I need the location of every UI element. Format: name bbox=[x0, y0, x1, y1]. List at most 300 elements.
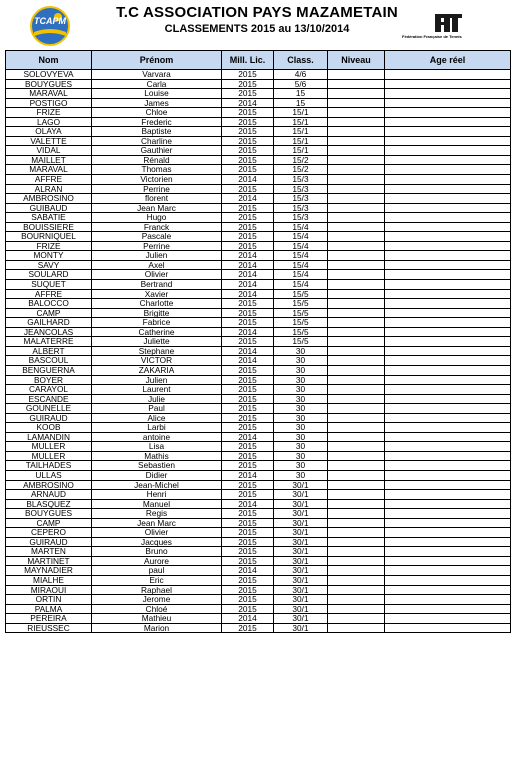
table-row bbox=[6, 98, 511, 108]
cell-classement: 15/3 bbox=[274, 194, 328, 204]
rankings-table bbox=[5, 50, 511, 633]
table-row bbox=[6, 327, 511, 337]
cell-classement: 30 bbox=[274, 404, 328, 414]
cell-prenom: Juliette bbox=[92, 337, 222, 347]
cell-millesime: 2015 bbox=[222, 442, 274, 452]
page-header bbox=[0, 0, 514, 52]
cell-age-reel bbox=[385, 337, 511, 347]
cell-niveau bbox=[328, 299, 385, 309]
cell-prenom: Louise bbox=[92, 89, 222, 99]
cell-age-reel bbox=[385, 547, 511, 557]
cell-nom: CAMP bbox=[6, 518, 92, 528]
cell-age-reel bbox=[385, 537, 511, 547]
cell-age-reel bbox=[385, 318, 511, 328]
cell-age-reel bbox=[385, 175, 511, 185]
cell-niveau bbox=[328, 79, 385, 89]
cell-nom: AFFRE bbox=[6, 289, 92, 299]
table-row bbox=[6, 299, 511, 309]
cell-prenom: Eric bbox=[92, 575, 222, 585]
cell-classement: 15/4 bbox=[274, 251, 328, 261]
cell-prenom: Catherine bbox=[92, 327, 222, 337]
cell-nom: GUIBAUD bbox=[6, 203, 92, 213]
cell-prenom: Xavier bbox=[92, 289, 222, 299]
fft-logo-text: Fédération Française de Tennis bbox=[402, 34, 462, 39]
cell-nom: CARAYOL bbox=[6, 385, 92, 395]
cell-nom: FRIZE bbox=[6, 108, 92, 118]
cell-age-reel bbox=[385, 461, 511, 471]
cell-millesime: 2014 bbox=[222, 289, 274, 299]
cell-millesime: 2015 bbox=[222, 480, 274, 490]
cell-classement: 15/1 bbox=[274, 108, 328, 118]
cell-prenom: Aurore bbox=[92, 556, 222, 566]
cell-millesime: 2015 bbox=[222, 213, 274, 223]
cell-millesime: 2015 bbox=[222, 89, 274, 99]
cell-prenom: paul bbox=[92, 566, 222, 576]
cell-niveau bbox=[328, 289, 385, 299]
cell-nom: GUIRAUD bbox=[6, 537, 92, 547]
table-row bbox=[6, 461, 511, 471]
cell-niveau bbox=[328, 241, 385, 251]
cell-niveau bbox=[328, 547, 385, 557]
cell-millesime: 2014 bbox=[222, 499, 274, 509]
cell-prenom: Jacques bbox=[92, 537, 222, 547]
cell-millesime: 2015 bbox=[222, 136, 274, 146]
cell-classement: 30/1 bbox=[274, 575, 328, 585]
cell-niveau bbox=[328, 595, 385, 605]
table-row bbox=[6, 241, 511, 251]
cell-nom: BASCOUL bbox=[6, 356, 92, 366]
cell-millesime: 2015 bbox=[222, 146, 274, 156]
cell-classement: 15 bbox=[274, 89, 328, 99]
cell-nom: SUQUET bbox=[6, 280, 92, 290]
cell-age-reel bbox=[385, 117, 511, 127]
cell-classement: 30 bbox=[274, 461, 328, 471]
cell-age-reel bbox=[385, 490, 511, 500]
cell-age-reel bbox=[385, 385, 511, 395]
table-row bbox=[6, 509, 511, 519]
cell-prenom: Paul bbox=[92, 404, 222, 414]
table-row bbox=[6, 575, 511, 585]
cell-age-reel bbox=[385, 585, 511, 595]
cell-nom: MARAVAL bbox=[6, 165, 92, 175]
cell-millesime: 2015 bbox=[222, 365, 274, 375]
page-subtitle: CLASSEMENTS 2015 au 13/10/2014 bbox=[164, 23, 350, 35]
cell-niveau bbox=[328, 222, 385, 232]
cell-nom: CEPERO bbox=[6, 528, 92, 538]
cell-prenom: Regis bbox=[92, 509, 222, 519]
cell-millesime: 2014 bbox=[222, 98, 274, 108]
cell-prenom: Marion bbox=[92, 623, 222, 633]
cell-niveau bbox=[328, 98, 385, 108]
cell-niveau bbox=[328, 327, 385, 337]
cell-classement: 30/1 bbox=[274, 528, 328, 538]
cell-classement: 15/3 bbox=[274, 203, 328, 213]
cell-nom: MARAVAL bbox=[6, 89, 92, 99]
cell-classement: 15/5 bbox=[274, 318, 328, 328]
cell-millesime: 2015 bbox=[222, 394, 274, 404]
cell-classement: 15/5 bbox=[274, 299, 328, 309]
cell-niveau bbox=[328, 604, 385, 614]
cell-niveau bbox=[328, 518, 385, 528]
cell-prenom: Varvara bbox=[92, 70, 222, 80]
cell-millesime: 2015 bbox=[222, 108, 274, 118]
cell-prenom: Chloe bbox=[92, 108, 222, 118]
cell-millesime: 2015 bbox=[222, 375, 274, 385]
cell-age-reel bbox=[385, 108, 511, 118]
cell-classement: 15/5 bbox=[274, 308, 328, 318]
cell-prenom: Julien bbox=[92, 251, 222, 261]
cell-classement: 30 bbox=[274, 365, 328, 375]
cell-millesime: 2015 bbox=[222, 299, 274, 309]
cell-classement: 30/1 bbox=[274, 623, 328, 633]
table-row bbox=[6, 604, 511, 614]
cell-prenom: Didier bbox=[92, 470, 222, 480]
cell-nom: PALMA bbox=[6, 604, 92, 614]
cell-nom: ALRAN bbox=[6, 184, 92, 194]
cell-niveau bbox=[328, 499, 385, 509]
cell-millesime: 2014 bbox=[222, 566, 274, 576]
cell-prenom: Axel bbox=[92, 260, 222, 270]
column-header: Class. bbox=[274, 51, 328, 70]
cell-nom: ESCANDE bbox=[6, 394, 92, 404]
cell-nom: MAYNADIER bbox=[6, 566, 92, 576]
table-row bbox=[6, 165, 511, 175]
cell-prenom: Jean-Michel bbox=[92, 480, 222, 490]
cell-niveau bbox=[328, 146, 385, 156]
cell-niveau bbox=[328, 270, 385, 280]
cell-prenom: VICTOR bbox=[92, 356, 222, 366]
cell-prenom: Perrine bbox=[92, 184, 222, 194]
cell-prenom: Manuel bbox=[92, 499, 222, 509]
cell-nom: GOUNELLE bbox=[6, 404, 92, 414]
cell-prenom: Alice bbox=[92, 413, 222, 423]
cell-classement: 15/4 bbox=[274, 270, 328, 280]
cell-niveau bbox=[328, 155, 385, 165]
cell-niveau bbox=[328, 213, 385, 223]
cell-age-reel bbox=[385, 98, 511, 108]
cell-age-reel bbox=[385, 614, 511, 624]
cell-classement: 15/5 bbox=[274, 289, 328, 299]
cell-nom: MIRAOUI bbox=[6, 585, 92, 595]
cell-nom: MULLER bbox=[6, 451, 92, 461]
cell-millesime: 2015 bbox=[222, 337, 274, 347]
table-row bbox=[6, 194, 511, 204]
cell-niveau bbox=[328, 337, 385, 347]
cell-nom: MIALHE bbox=[6, 575, 92, 585]
table-row bbox=[6, 356, 511, 366]
cell-classement: 30 bbox=[274, 442, 328, 452]
table-row bbox=[6, 136, 511, 146]
cell-age-reel bbox=[385, 423, 511, 433]
cell-niveau bbox=[328, 318, 385, 328]
table-row bbox=[6, 490, 511, 500]
cell-prenom: Fabrice bbox=[92, 318, 222, 328]
cell-classement: 15/1 bbox=[274, 136, 328, 146]
cell-classement: 15/2 bbox=[274, 165, 328, 175]
cell-millesime: 2015 bbox=[222, 604, 274, 614]
page-title: T.C ASSOCIATION PAYS MAZAMETAIN bbox=[116, 4, 398, 21]
cell-age-reel bbox=[385, 556, 511, 566]
column-header: Nom bbox=[6, 51, 92, 70]
cell-nom: BOUYGUES bbox=[6, 509, 92, 519]
cell-classement: 30 bbox=[274, 346, 328, 356]
cell-age-reel bbox=[385, 155, 511, 165]
table-row bbox=[6, 108, 511, 118]
cell-age-reel bbox=[385, 623, 511, 633]
table-row bbox=[6, 528, 511, 538]
cell-niveau bbox=[328, 385, 385, 395]
table-row bbox=[6, 442, 511, 452]
cell-millesime: 2015 bbox=[222, 413, 274, 423]
cell-niveau bbox=[328, 394, 385, 404]
cell-age-reel bbox=[385, 528, 511, 538]
cell-nom: VALETTE bbox=[6, 136, 92, 146]
cell-niveau bbox=[328, 556, 385, 566]
cell-prenom: Chloé bbox=[92, 604, 222, 614]
cell-prenom: Frederic bbox=[92, 117, 222, 127]
cell-niveau bbox=[328, 356, 385, 366]
table-row bbox=[6, 270, 511, 280]
cell-niveau bbox=[328, 346, 385, 356]
cell-prenom: Mathis bbox=[92, 451, 222, 461]
cell-niveau bbox=[328, 528, 385, 538]
table-row bbox=[6, 70, 511, 80]
cell-age-reel bbox=[385, 575, 511, 585]
table-header-row bbox=[6, 51, 511, 70]
cell-millesime: 2015 bbox=[222, 308, 274, 318]
cell-nom: MARTINET bbox=[6, 556, 92, 566]
table-row bbox=[6, 623, 511, 633]
cell-niveau bbox=[328, 566, 385, 576]
cell-classement: 30 bbox=[274, 423, 328, 433]
cell-age-reel bbox=[385, 241, 511, 251]
cell-classement: 30/1 bbox=[274, 499, 328, 509]
cell-millesime: 2015 bbox=[222, 556, 274, 566]
cell-prenom: Henri bbox=[92, 490, 222, 500]
cell-prenom: Laurent bbox=[92, 385, 222, 395]
cell-millesime: 2015 bbox=[222, 117, 274, 127]
cell-age-reel bbox=[385, 213, 511, 223]
cell-millesime: 2014 bbox=[222, 614, 274, 624]
cell-classement: 15/1 bbox=[274, 127, 328, 137]
cell-millesime: 2015 bbox=[222, 222, 274, 232]
cell-millesime: 2015 bbox=[222, 165, 274, 175]
fft-logo bbox=[402, 14, 510, 48]
cell-nom: FRIZE bbox=[6, 241, 92, 251]
cell-niveau bbox=[328, 89, 385, 99]
table-row bbox=[6, 385, 511, 395]
cell-millesime: 2015 bbox=[222, 385, 274, 395]
cell-niveau bbox=[328, 442, 385, 452]
cell-prenom: Olivier bbox=[92, 528, 222, 538]
cell-age-reel bbox=[385, 184, 511, 194]
cell-classement: 15/5 bbox=[274, 337, 328, 347]
cell-prenom: Thomas bbox=[92, 165, 222, 175]
cell-millesime: 2014 bbox=[222, 251, 274, 261]
cell-age-reel bbox=[385, 232, 511, 242]
table-row bbox=[6, 280, 511, 290]
cell-age-reel bbox=[385, 346, 511, 356]
cell-millesime: 2015 bbox=[222, 537, 274, 547]
cell-millesime: 2014 bbox=[222, 260, 274, 270]
cell-prenom: Julien bbox=[92, 375, 222, 385]
cell-age-reel bbox=[385, 356, 511, 366]
cell-age-reel bbox=[385, 480, 511, 490]
table-row bbox=[6, 232, 511, 242]
cell-millesime: 2015 bbox=[222, 79, 274, 89]
cell-niveau bbox=[328, 251, 385, 261]
cell-niveau bbox=[328, 614, 385, 624]
table-row bbox=[6, 318, 511, 328]
cell-nom: MONTY bbox=[6, 251, 92, 261]
cell-age-reel bbox=[385, 70, 511, 80]
cell-nom: SOULARD bbox=[6, 270, 92, 280]
cell-prenom: Perrine bbox=[92, 241, 222, 251]
cell-nom: AMBROSINO bbox=[6, 194, 92, 204]
cell-niveau bbox=[328, 117, 385, 127]
cell-classement: 30/1 bbox=[274, 604, 328, 614]
cell-niveau bbox=[328, 461, 385, 471]
cell-classement: 30/1 bbox=[274, 518, 328, 528]
cell-niveau bbox=[328, 194, 385, 204]
cell-prenom: Carla bbox=[92, 79, 222, 89]
cell-nom: ARNAUD bbox=[6, 490, 92, 500]
cell-age-reel bbox=[385, 566, 511, 576]
cell-prenom: florent bbox=[92, 194, 222, 204]
table-row bbox=[6, 585, 511, 595]
table-row bbox=[6, 566, 511, 576]
cell-nom: LAMANDIN bbox=[6, 432, 92, 442]
cell-classement: 15/4 bbox=[274, 222, 328, 232]
cell-classement: 15/4 bbox=[274, 280, 328, 290]
cell-age-reel bbox=[385, 470, 511, 480]
cell-millesime: 2014 bbox=[222, 194, 274, 204]
cell-classement: 15/3 bbox=[274, 213, 328, 223]
cell-niveau bbox=[328, 404, 385, 414]
cell-age-reel bbox=[385, 604, 511, 614]
cell-age-reel bbox=[385, 146, 511, 156]
cell-nom: ULLAS bbox=[6, 470, 92, 480]
cell-prenom: antoine bbox=[92, 432, 222, 442]
cell-nom: MULLER bbox=[6, 442, 92, 452]
cell-age-reel bbox=[385, 394, 511, 404]
table-row bbox=[6, 451, 511, 461]
table-row bbox=[6, 117, 511, 127]
cell-nom: MARTEN bbox=[6, 547, 92, 557]
table-row bbox=[6, 251, 511, 261]
table-row bbox=[6, 423, 511, 433]
table-row bbox=[6, 308, 511, 318]
table-row bbox=[6, 595, 511, 605]
cell-nom: GAILHARD bbox=[6, 318, 92, 328]
table-row bbox=[6, 89, 511, 99]
cell-millesime: 2015 bbox=[222, 184, 274, 194]
cell-millesime: 2014 bbox=[222, 470, 274, 480]
cell-age-reel bbox=[385, 194, 511, 204]
table-row bbox=[6, 480, 511, 490]
table-row bbox=[6, 499, 511, 509]
cell-nom: ALBERT bbox=[6, 346, 92, 356]
cell-prenom: James bbox=[92, 98, 222, 108]
cell-nom: BOUYGUES bbox=[6, 79, 92, 89]
cell-classement: 15/1 bbox=[274, 146, 328, 156]
table-row bbox=[6, 547, 511, 557]
cell-age-reel bbox=[385, 375, 511, 385]
table-row bbox=[6, 537, 511, 547]
cell-classement: 15/2 bbox=[274, 155, 328, 165]
table-row bbox=[6, 404, 511, 414]
cell-prenom: Gauthier bbox=[92, 146, 222, 156]
cell-niveau bbox=[328, 203, 385, 213]
table-row bbox=[6, 518, 511, 528]
cell-classement: 30/1 bbox=[274, 585, 328, 595]
cell-age-reel bbox=[385, 289, 511, 299]
cell-prenom: Jean Marc bbox=[92, 518, 222, 528]
cell-age-reel bbox=[385, 308, 511, 318]
table-row bbox=[6, 175, 511, 185]
cell-age-reel bbox=[385, 79, 511, 89]
cell-niveau bbox=[328, 175, 385, 185]
cell-millesime: 2015 bbox=[222, 241, 274, 251]
cell-age-reel bbox=[385, 203, 511, 213]
cell-classement: 30/1 bbox=[274, 509, 328, 519]
cell-nom: OLAYA bbox=[6, 127, 92, 137]
cell-millesime: 2015 bbox=[222, 127, 274, 137]
cell-prenom: Brigitte bbox=[92, 308, 222, 318]
table-row bbox=[6, 614, 511, 624]
cell-niveau bbox=[328, 451, 385, 461]
cell-nom: KOOB bbox=[6, 423, 92, 433]
cell-nom: POSTIGO bbox=[6, 98, 92, 108]
cell-nom: LAGO bbox=[6, 117, 92, 127]
cell-nom: AMBROSINO bbox=[6, 480, 92, 490]
cell-classement: 30 bbox=[274, 413, 328, 423]
cell-niveau bbox=[328, 127, 385, 137]
cell-niveau bbox=[328, 184, 385, 194]
cell-niveau bbox=[328, 165, 385, 175]
cell-age-reel bbox=[385, 251, 511, 261]
cell-age-reel bbox=[385, 270, 511, 280]
cell-millesime: 2014 bbox=[222, 270, 274, 280]
cell-millesime: 2014 bbox=[222, 346, 274, 356]
cell-millesime: 2015 bbox=[222, 461, 274, 471]
cell-niveau bbox=[328, 509, 385, 519]
cell-classement: 30/1 bbox=[274, 566, 328, 576]
cell-age-reel bbox=[385, 365, 511, 375]
cell-prenom: Bruno bbox=[92, 547, 222, 557]
cell-prenom: Jerome bbox=[92, 595, 222, 605]
cell-prenom: Pascale bbox=[92, 232, 222, 242]
cell-classement: 30 bbox=[274, 356, 328, 366]
cell-classement: 15/1 bbox=[274, 117, 328, 127]
cell-nom: CAMP bbox=[6, 308, 92, 318]
cell-niveau bbox=[328, 260, 385, 270]
cell-classement: 30/1 bbox=[274, 480, 328, 490]
cell-millesime: 2015 bbox=[222, 203, 274, 213]
cell-prenom: Victorien bbox=[92, 175, 222, 185]
cell-niveau bbox=[328, 365, 385, 375]
cell-nom: AFFRE bbox=[6, 175, 92, 185]
table-row bbox=[6, 556, 511, 566]
cell-prenom: Bertrand bbox=[92, 280, 222, 290]
cell-prenom: Raphael bbox=[92, 585, 222, 595]
cell-age-reel bbox=[385, 165, 511, 175]
cell-age-reel bbox=[385, 404, 511, 414]
cell-classement: 30/1 bbox=[274, 547, 328, 557]
cell-classement: 30 bbox=[274, 432, 328, 442]
cell-classement: 30 bbox=[274, 385, 328, 395]
cell-nom: SOLOVYEVA bbox=[6, 70, 92, 80]
